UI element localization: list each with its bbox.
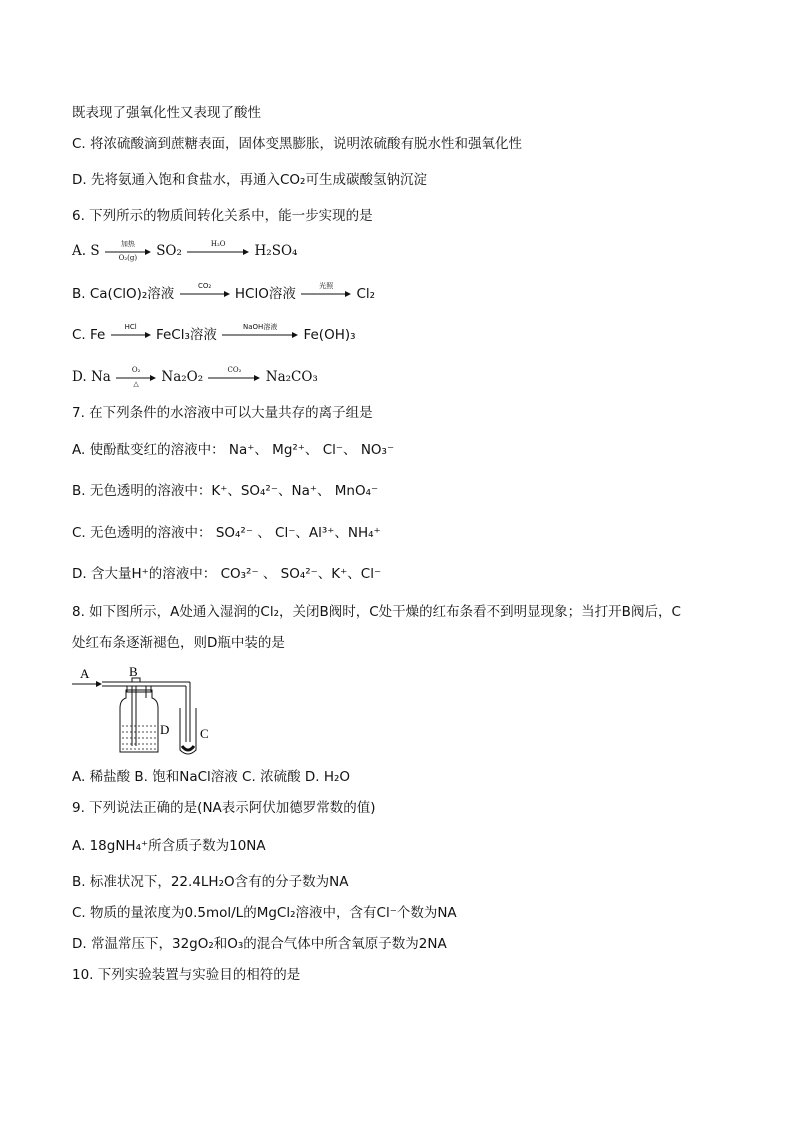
question-10: 10. 下列实验装置与实验目的相符的是 (72, 967, 301, 983)
q6-option-b (72, 284, 375, 304)
option-text: B. 无色透明的溶液中： (72, 483, 212, 499)
q9-option-b: B. 标准状况下，22.4LH₂O含有的分子数为NA (72, 874, 349, 890)
arrow-condition-top: 光照 (319, 282, 334, 290)
q9-option-d: D. 常温常压下，32gO₂和O₃的混合气体中所含氧原子数为2NA (72, 936, 447, 952)
product: Fe(OH)₃ (303, 327, 356, 343)
q6-option-d (72, 367, 318, 387)
arrow-condition-top: CO₂ (227, 365, 242, 374)
reaction-arrow (301, 282, 351, 303)
q9-option-c: C. 物质的量浓度为0.5mol/L的MgCl₂溶液中，含有Cl⁻个数为NA (72, 905, 457, 921)
intermediate: Na₂O₂ (161, 369, 204, 385)
reactant: Na (90, 369, 111, 385)
reaction-arrow (208, 365, 260, 387)
reaction-arrow (116, 365, 156, 388)
option-d-text-2: 可生成碳酸氢钠沉淀 (305, 172, 427, 188)
intermediate: SO₂ (156, 243, 182, 259)
ion-list: Na⁺、 Mg²⁺、 Cl⁻、 NO₃⁻ (228, 442, 395, 458)
ion-list: SO₄²⁻ 、 Cl⁻、Al³⁺、NH₄⁺ (215, 525, 381, 541)
question-8-line1: 8. 如下图所示，A处通入湿润的Cl₂，关闭B阀时，C处干燥的红布条看不到明显现象；当打开B阀后，C (72, 604, 681, 620)
arrow-condition-top: CO₂ (198, 282, 212, 290)
reactant: Ca(ClO)₂溶液 (89, 286, 175, 302)
product: Cl₂ (356, 286, 376, 302)
question-9: 9. 下列说法正确的是(NA表示阿伏加德罗常数的值) (72, 800, 376, 816)
label-a: A (80, 666, 90, 681)
reactant: S (90, 243, 100, 259)
option-d-text-1: D. 先将氨通入饱和食盐水，再通入 (72, 172, 280, 188)
co2-formula: CO₂ (279, 172, 306, 188)
q8-options: A. 稀盐酸 B. 饱和NaCl溶液 C. 浓硫酸 D. H₂O (72, 769, 351, 785)
text-line: 既表现了强氧化性又表现了酸性 (72, 105, 261, 121)
q7-option-b (72, 481, 378, 501)
label-c: C (200, 726, 209, 741)
arrow-condition-top: HCl (124, 323, 137, 331)
q6-option-c (72, 325, 356, 345)
arrow-condition-top: H₂O (210, 239, 226, 248)
arrow-condition-top: 加热 (120, 239, 135, 248)
intermediate: FeCl₃溶液 (155, 327, 217, 343)
question-7: 7. 在下列条件的水溶液中可以大量共存的离子组是 (72, 405, 373, 421)
option-c-q5: C. 将浓硫酸滴到蔗糖表面，固体变黑膨胀，说明浓硫酸有脱水性和强氧化性 (72, 136, 523, 152)
arrow-condition-bottom: O₂(g) (118, 253, 138, 262)
q7-option-d (72, 564, 381, 584)
question-8-line2: 处红布条逐渐褪色，则D瓶中装的是 (72, 635, 285, 651)
q9-option-a: A. 18gNH₄⁺所含质子数为10NA (72, 838, 266, 854)
label-b: B (129, 664, 138, 679)
ion-list: CO₃²⁻ 、 SO₄²⁻、K⁺、Cl⁻ (220, 566, 382, 582)
gas-apparatus-figure (72, 662, 232, 758)
question-6: 6. 下列所示的物质间转化关系中，能一步实现的是 (72, 208, 373, 224)
label-d: D (160, 722, 170, 737)
option-label: A. (72, 243, 87, 259)
option-text: D. 含大量H⁺的溶液中： (72, 566, 217, 582)
q7-option-c (72, 523, 381, 543)
q7-option-a (72, 440, 394, 460)
q6-option-a (72, 241, 297, 261)
option-text: A. 使酚酞变红的溶液中： (72, 442, 225, 458)
reactant: Fe (90, 327, 106, 343)
arrow-condition-top: NaOH溶液 (243, 323, 278, 331)
option-label: B. (72, 286, 86, 302)
option-d-q5 (72, 170, 427, 190)
arrow-condition-top: O₂ (131, 365, 141, 374)
reaction-arrow (180, 282, 230, 303)
reaction-arrow (105, 239, 151, 262)
ion-list: K⁺、SO₄²⁻、Na⁺、 MnO₄⁻ (211, 483, 379, 499)
reaction-arrow (222, 323, 298, 344)
arrow-condition-bottom: △ (133, 379, 139, 388)
reaction-arrow (187, 239, 249, 261)
product: H₂SO₄ (254, 243, 298, 259)
option-label: D. (72, 369, 87, 385)
product: Na₂CO₃ (265, 369, 318, 385)
intermediate: HClO溶液 (234, 286, 296, 302)
option-label: C. (72, 327, 86, 343)
reaction-arrow (111, 323, 151, 344)
option-text: C. 无色透明的溶液中： (72, 525, 212, 541)
